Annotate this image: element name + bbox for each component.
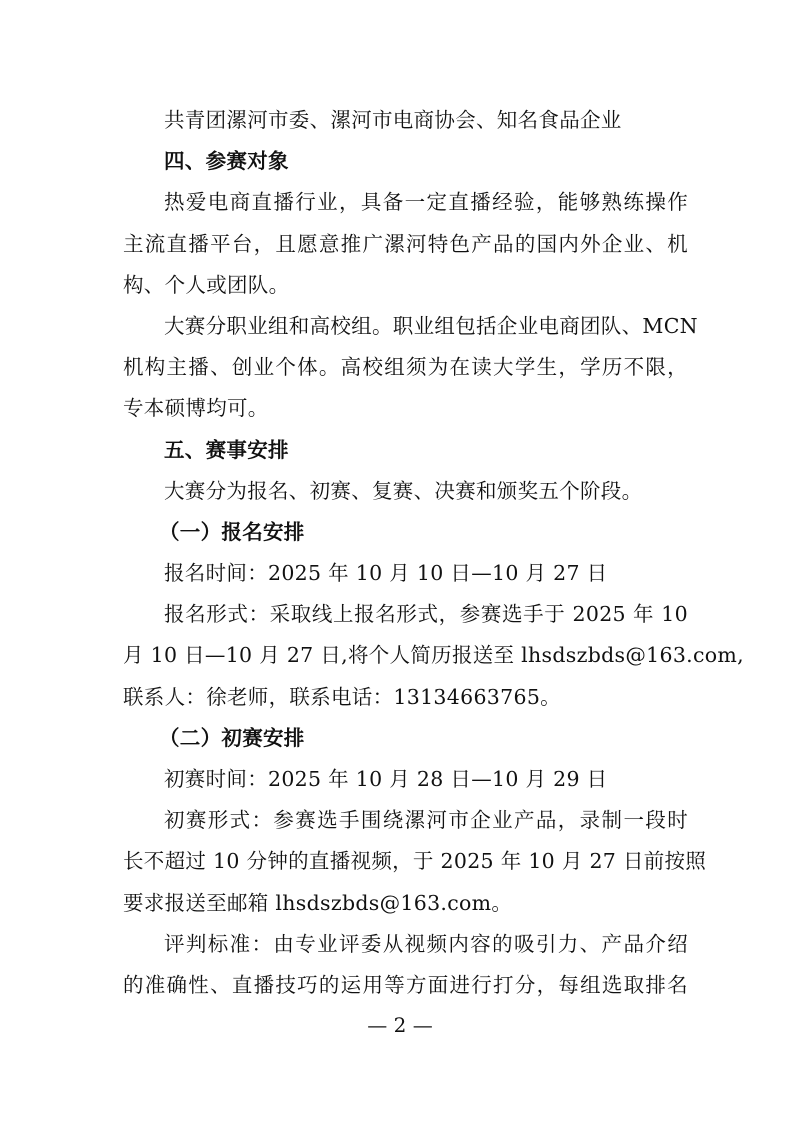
text-line: 机构主播、创业个体。高校组须为在读大学生，学历不限， (123, 355, 688, 380)
subsection-heading-preliminary: （二）初赛安排 (159, 725, 305, 750)
text-line: 报名时间：2025 年 10 月 10 日—10 月 27 日 (164, 561, 608, 586)
text-line: 共青团漯河市委、漯河市电商协会、知名食品企业 (164, 108, 622, 132)
text-line: 长不超过 10 分钟的直播视频，于 2025 年 10 月 27 日前按照 (123, 849, 707, 874)
text-line: 月 10 日—10 月 27 日,将个人简历报送至 lhsdszbds@163.com, (123, 643, 744, 668)
text-line: 大赛分职业组和高校组。职业组包括企业电商团队、MCN (164, 313, 698, 338)
text-line: 构、个人或团队。 (123, 272, 290, 297)
text-line: 联系人：徐老师，联系电话：13134663765。 (123, 684, 561, 709)
text-line: 主流直播平台，且愿意推广漯河特色产品的国内外企业、机 (123, 231, 688, 256)
text-line: 要求报送至邮箱 lhsdszbds@163.com。 (123, 890, 513, 915)
text-line: 大赛分为报名、初赛、复赛、决赛和颁奖五个阶段。 (164, 478, 643, 503)
text-line: 的准确性、直播技巧的运用等方面进行打分，每组选取排名 (123, 972, 688, 997)
text-line: 热爱电商直播行业，具备一定直播经验，能够熟练操作 (164, 190, 688, 215)
section-heading-participants: 四、参赛对象 (164, 149, 289, 174)
subsection-heading-registration: （一）报名安排 (159, 519, 305, 544)
document-body (123, 100, 744, 1006)
section-heading-schedule: 五、赛事安排 (164, 437, 289, 462)
page-number: — 2 — (367, 1013, 433, 1037)
text-line: 专本硕博均可。 (123, 396, 269, 421)
text-line: 初赛时间：2025 年 10 月 28 日—10 月 29 日 (164, 767, 608, 791)
text-line: 报名形式：采取线上报名形式，参赛选手于 2025 年 10 (164, 602, 688, 627)
text-line: 初赛形式：参赛选手围绕漯河市企业产品，录制一段时 (164, 808, 688, 833)
text-line: 评判标准：由专业评委从视频内容的吸引力、产品介绍 (164, 931, 688, 956)
